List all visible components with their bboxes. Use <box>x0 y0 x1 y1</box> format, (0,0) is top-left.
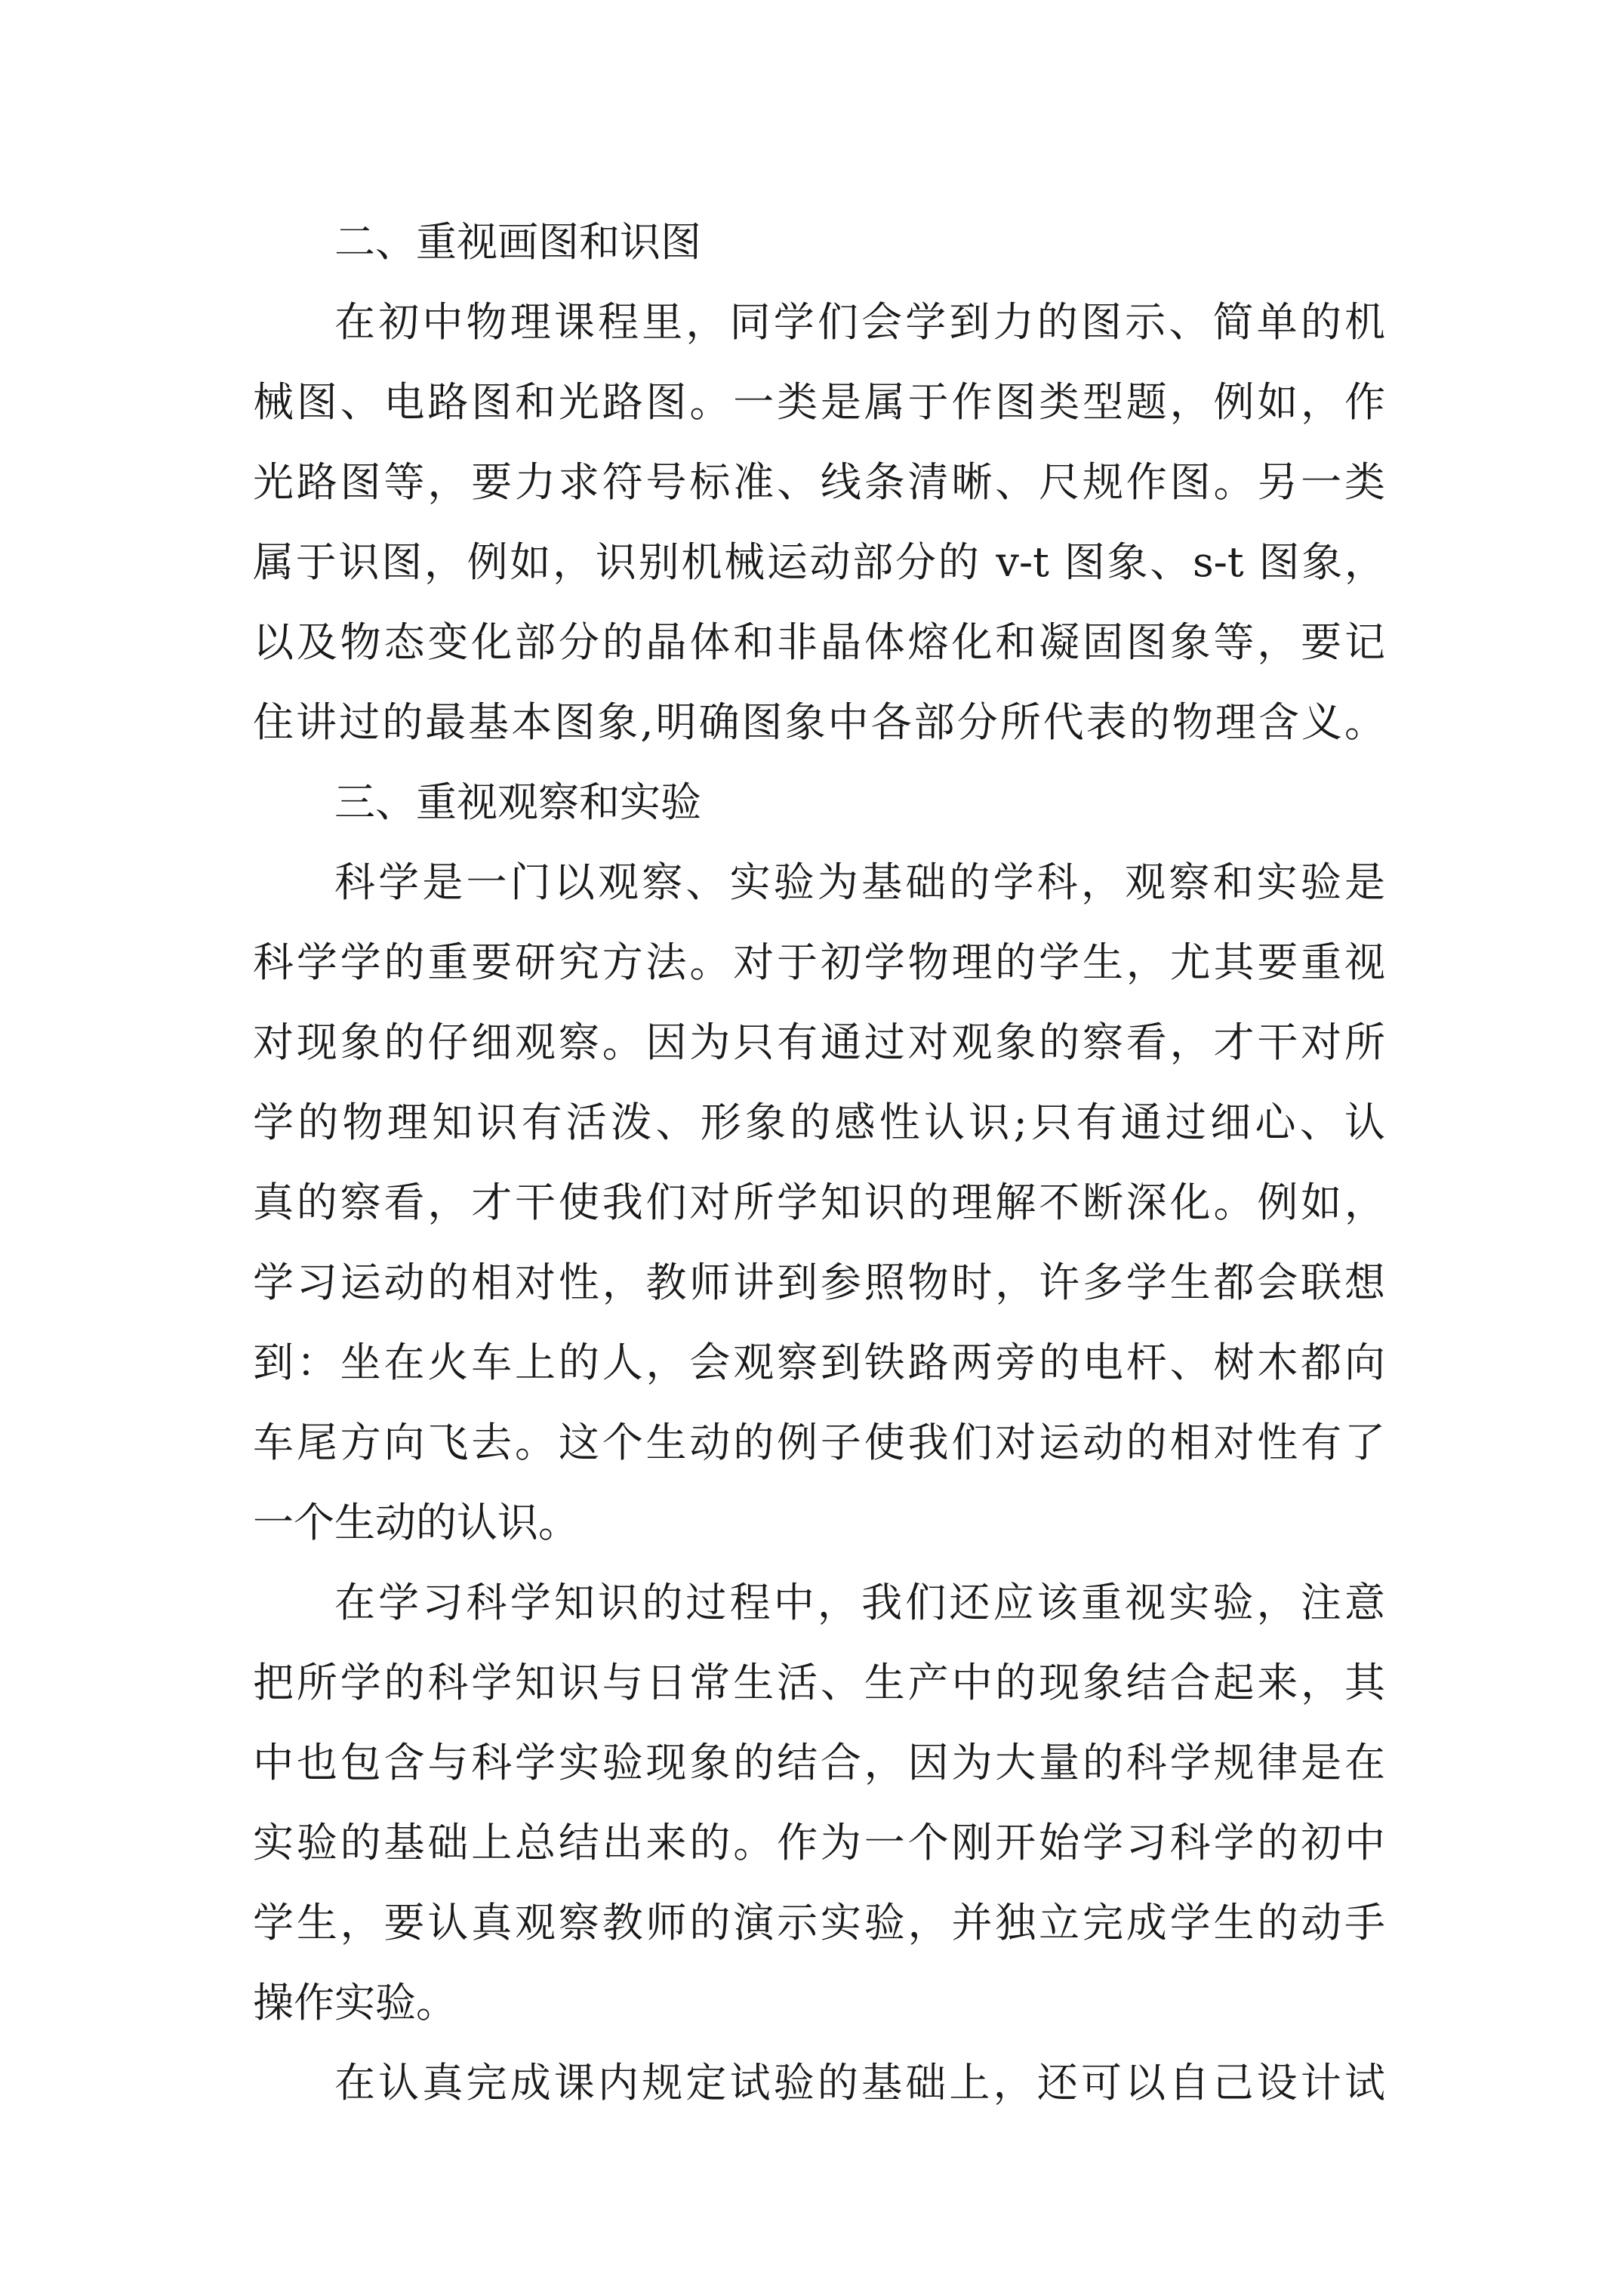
paragraph-line: 以及物态变化部分的晶体和非晶体熔化和凝固图象等，要记 <box>253 618 1385 666</box>
paragraph-line: 属于识图，例如，识别机械运动部分的 v-t 图象、s-t 图象， <box>253 538 1385 586</box>
paragraph-line: 学的物理知识有活泼、形象的感性认识;只有通过细心、认 <box>253 1099 1385 1146</box>
section-heading-drawing: 二、重视画图和识图 <box>334 218 701 266</box>
paragraph-line: 对现象的仔细观察。因为只有通过对观象的察看，才干对所 <box>253 1019 1385 1066</box>
paragraph-line: 械图、电路图和光路图。一类是属于作图类型题，例如，作 <box>253 378 1385 426</box>
paragraph-line: 学习运动的相对性，教师讲到参照物时，许多学生都会联想 <box>253 1259 1385 1306</box>
paragraph-line: 在学习科学知识的过程中，我们还应该重视实验，注意 <box>334 1579 1385 1626</box>
paragraph-line: 学生，要认真观察教师的演示实验，并独立完成学生的动手 <box>253 1899 1385 1946</box>
paragraph-line: 科学是一门以观察、实验为基础的学科，观察和实验是 <box>334 858 1385 906</box>
paragraph-line: 中也包含与科学实验现象的结合，因为大量的科学规律是在 <box>253 1739 1385 1786</box>
document-body <box>253 202 1385 2123</box>
paragraph-line: 在初中物理课程里，同学们会学到力的图示、简单的机 <box>334 298 1385 346</box>
paragraph-line-last: 操作实验。 <box>253 1979 457 2026</box>
paragraph-line: 到：坐在火车上的人，会观察到铁路两旁的电杆、树木都向 <box>253 1339 1385 1386</box>
paragraph-line: 把所学的科学知识与日常生活、生产中的现象结合起来，其 <box>253 1659 1385 1706</box>
paragraph-line: 车尾方向飞去。这个生动的例子使我们对运动的相对性有了 <box>253 1419 1385 1466</box>
paragraph-line: 科学学的重要研究方法。对于初学物理的学生，尤其要重视 <box>253 938 1385 986</box>
paragraph-line-last: 一个生动的认识。 <box>253 1499 579 1546</box>
paragraph-line: 住讲过的最基本图象,明确图象中各部分所代表的物理含义。 <box>253 698 1385 746</box>
section-heading-observation: 三、重视观察和实验 <box>334 778 701 826</box>
paragraph-line: 实验的基础上总结出来的。作为一个刚开始学习科学的初中 <box>253 1819 1385 1866</box>
paragraph-line: 在认真完成课内规定试验的基础上，还可以自己设计试 <box>334 2059 1385 2106</box>
paragraph-line: 真的察看，才干使我们对所学知识的理解不断深化。例如， <box>253 1179 1385 1226</box>
paragraph-line: 光路图等，要力求符号标准、线条清晰、尺规作图。另一类 <box>253 458 1385 506</box>
